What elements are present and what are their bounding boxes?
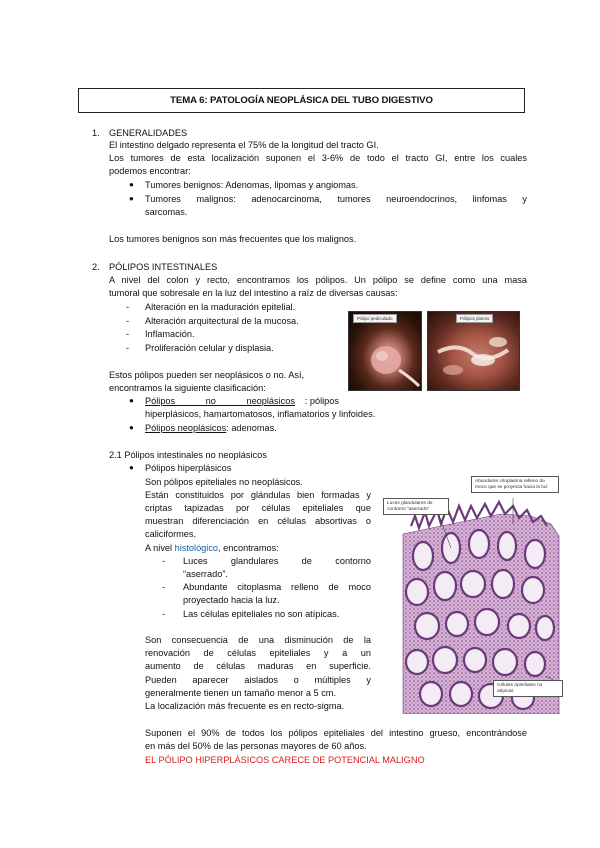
- bullet-icon: ●: [129, 180, 134, 189]
- paragraph-line: Los tumores de esta localización suponen el 3-6% de todo el tracto GI, entre los cuales: [109, 153, 527, 163]
- highlighted-term: histológico: [174, 543, 219, 553]
- paragraph-line: podemos encontrar:: [109, 166, 191, 176]
- list-item-text: : pólipos: [304, 396, 339, 406]
- list-item: Inflamación.: [145, 329, 195, 339]
- section-heading: GENERALIDADES: [109, 128, 188, 138]
- section-number: 1.: [92, 128, 100, 138]
- flat-polyps-photo: [427, 311, 520, 391]
- bullet-icon: ●: [129, 463, 134, 472]
- photo-label: Pólipo pediculado: [353, 314, 397, 323]
- paragraph-line: Suponen el 90% de todos los pólipos epiteliales del intestino grueso, encontrándose: [145, 728, 527, 738]
- list-item: Alteración arquitectural de la mucosa.: [145, 316, 299, 326]
- paragraph-line: Los tumores benignos son más frecuentes que los malignos.: [109, 234, 357, 244]
- photo-label: Pólipos planos: [456, 314, 493, 323]
- paragraph-line: Son pólipos epiteliales no neoplásicos.: [145, 477, 303, 487]
- list-item: Alteración en la maduración epitelial.: [145, 302, 296, 312]
- paragraph-line: A nivel del colon y recto, encontramos los pólipos. Un pólipo se define como una masa: [109, 275, 527, 285]
- dash-icon: -: [162, 556, 166, 566]
- paragraph-line: tumoral que sobresale en la luz del intestino a raíz de diversas causas:: [109, 288, 398, 298]
- list-item: proyectado hacia la luz.: [183, 595, 280, 605]
- paragraph-line: criptas tapizadas por células epiteliales que: [145, 503, 371, 513]
- section-number: 2.: [92, 262, 100, 272]
- list-item: Luces glandulares de contorno: [183, 556, 371, 566]
- list-item: Las células epiteliales no son atípicas.: [183, 609, 340, 619]
- paragraph-line: El intestino delgado representa el 75% de la longitud del tracto GI.: [109, 140, 379, 150]
- dash-icon: -: [126, 329, 130, 339]
- list-item: [145, 422, 277, 434]
- polyp-illustration: [349, 312, 421, 390]
- text-fragment: , encontramos:: [218, 543, 279, 553]
- dash-icon: -: [126, 343, 130, 353]
- list-item: Abundante citoplasma relleno de moco: [183, 582, 371, 592]
- underlined-term: Pólipos neoplásicos: [145, 423, 227, 433]
- underlined-term: Pólipos no neoplásicos: [145, 396, 295, 406]
- dash-icon: -: [126, 316, 130, 326]
- flat-polyps-illustration: [428, 312, 519, 390]
- warning-text: EL PÓLIPO HIPERPLÁSICOS CARECE DE POTENCIAL MALIGNO: [145, 755, 425, 765]
- page-title-text: TEMA 6: PATOLOGÍA NEOPLÁSICA DEL TUBO DIGESTIVO: [170, 95, 433, 106]
- paragraph-line: [145, 542, 279, 554]
- list-item: Proliferación celular y displasia.: [145, 343, 274, 353]
- list-item: Pólipos hiperplásicos: [145, 463, 232, 473]
- histology-figure: [381, 476, 573, 714]
- paragraph-line: Estos pólipos pueden ser neoplásicos o no. Así,: [109, 370, 305, 380]
- paragraph-line: generalmente tienen un tamaño menor a 5 cm.: [145, 688, 337, 698]
- bullet-icon: ●: [129, 423, 134, 432]
- paragraph-line: muestran diferenciación en células absortivas o: [145, 516, 371, 526]
- paragraph-line: renovación de células epiteliales y a un: [145, 648, 371, 658]
- figure-annotation: Células epiteliales no atípicas: [493, 680, 563, 697]
- list-item: hiperplásicos, hamartomatosos, inflamatorios y linfoides.: [145, 409, 376, 419]
- paragraph-line: en más del 50% de las personas mayores de 60 años.: [145, 741, 367, 751]
- paragraph-line: caliciformes.: [145, 529, 197, 539]
- paragraph-line: Están constituidos por glándulas bien formadas y: [145, 490, 371, 500]
- bullet-icon: ●: [129, 194, 134, 203]
- list-item: Tumores benignos: Adenomas, lipomas y angiomas.: [145, 180, 359, 190]
- list-item: sarcomas.: [145, 207, 188, 217]
- paragraph-line: Pueden aparecer aislados o múltiples y: [145, 675, 371, 685]
- paragraph-line: Son consecuencia de una disminución de la: [145, 635, 371, 645]
- pediculated-polyp-photo: [348, 311, 422, 391]
- subsection-heading: 2.1 Pólipos intestinales no neoplásicos: [109, 450, 267, 460]
- figure-annotation: Abundante citoplasma relleno de moco que se proyecta hacia la luz: [471, 476, 559, 493]
- paragraph-line: aumento de células maduras en superficie.: [145, 661, 371, 671]
- paragraph-line: encontramos la siguiente clasificación:: [109, 383, 266, 393]
- dash-icon: -: [162, 582, 166, 592]
- list-item: Tumores malignos: adenocarcinoma, tumores neuroendocrinos, linfomas y: [145, 194, 527, 204]
- bullet-icon: ●: [129, 396, 134, 405]
- dash-icon: -: [162, 609, 166, 619]
- page-title: [78, 88, 525, 113]
- list-item: [145, 395, 339, 407]
- dash-icon: -: [126, 302, 130, 312]
- text-fragment: A nivel: [145, 543, 175, 553]
- paragraph-line: La localización más frecuente es en recto-sigma.: [145, 701, 345, 711]
- list-item: “aserrado”.: [183, 569, 228, 579]
- section-heading: PÓLIPOS INTESTINALES: [109, 262, 218, 272]
- figure-annotation: Luces glandulares de contorno “aserrado”: [383, 498, 449, 515]
- list-item-text: : adenomas.: [226, 423, 277, 433]
